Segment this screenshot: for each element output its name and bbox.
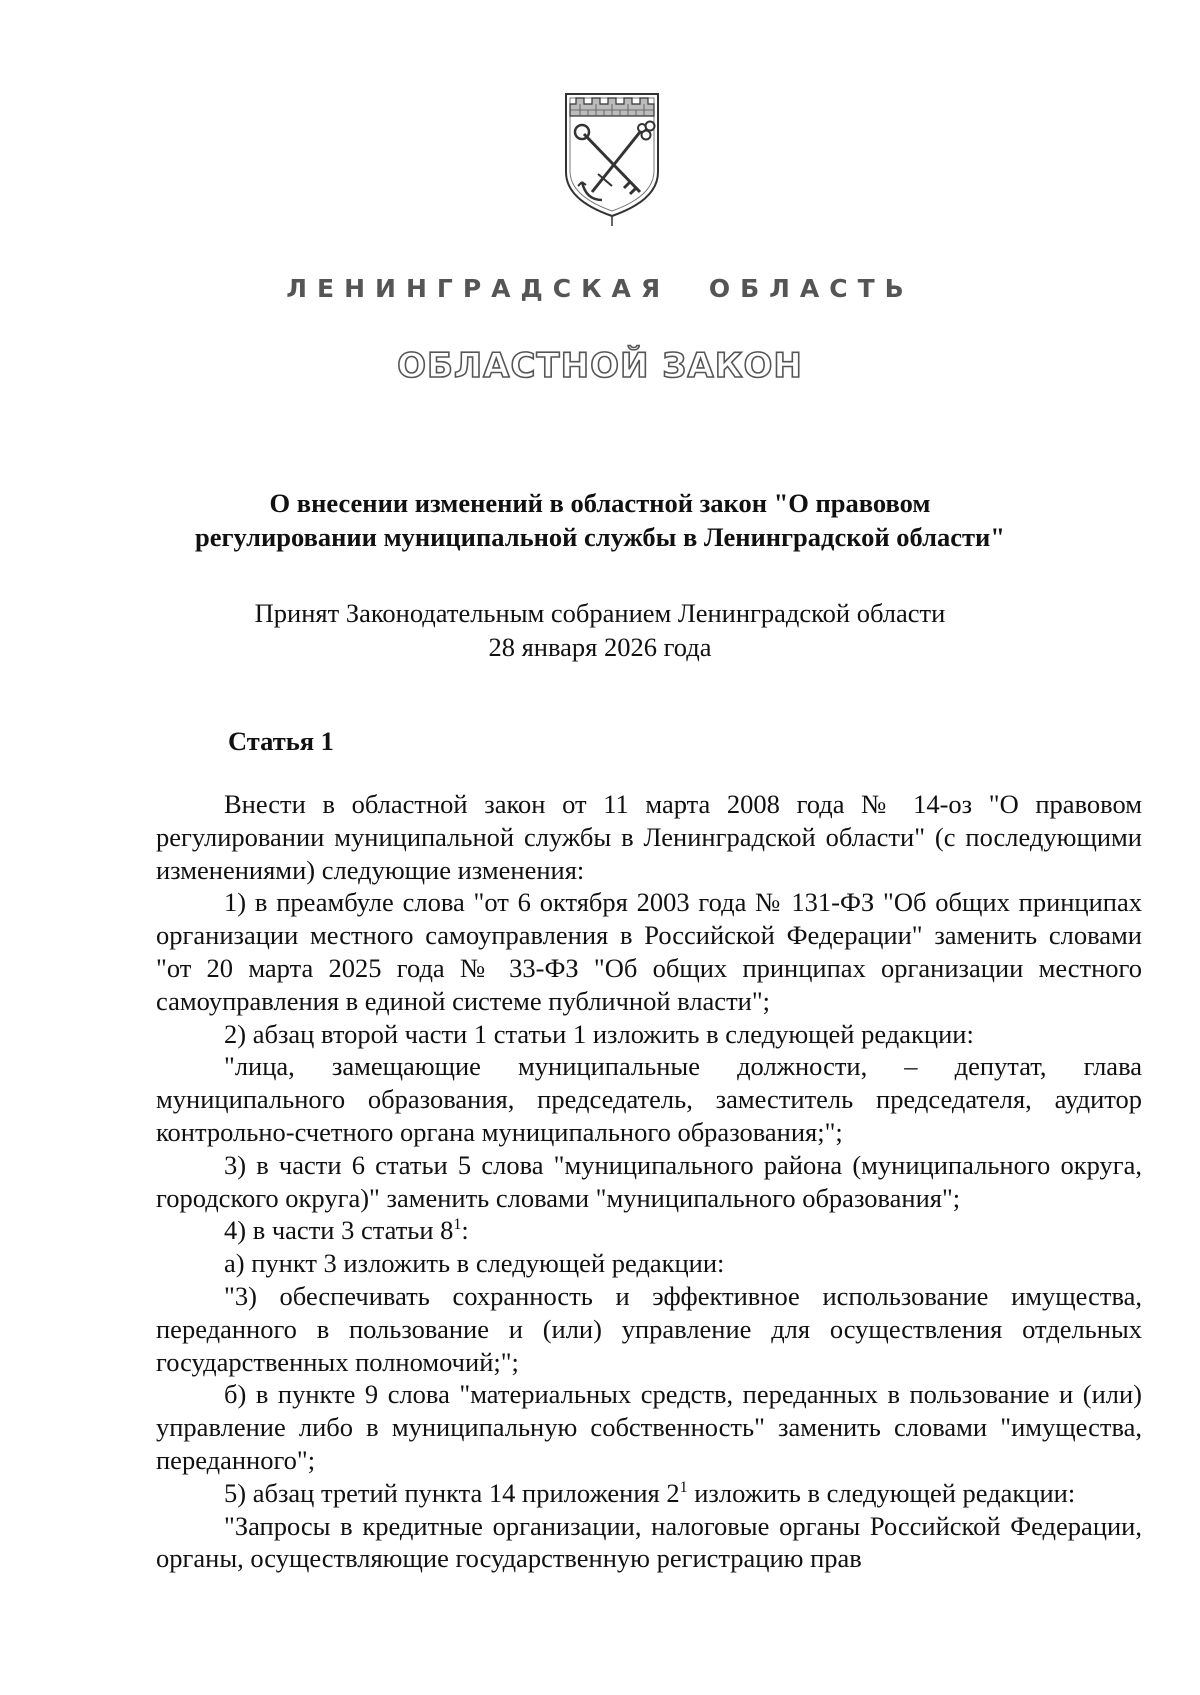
region-name: ЛЕНИНГРАДСКАЯ ОБЛАСТЬ [286,274,914,303]
adoption-date: 28 января 2026 года [488,632,712,662]
article-paragraph: а) пункт 3 изложить в следующей редакции: [224,1248,725,1279]
article-body [156,788,1142,1575]
law-title-line-1: О внесении изменений в областной закон "О правовом [269,488,931,518]
article-paragraph: "3) обеспечивать сохранность и эффективное использование имущества, переданного в пользование и (или) управление для осуществления отдельных государственных полномочий;"; [156,1280,1142,1377]
article-paragraph: 2) абзац второй части 1 статьи 1 изложить в следующей редакции: [224,1018,974,1049]
article-paragraph [156,1214,1142,1247]
superscript: 1 [679,1478,688,1496]
law-title [160,486,1040,554]
law-title-line-2: регулировании муниципальной службы в Ленинградской области" [195,522,1005,552]
paragraph-text: 5) абзац третий пункта 14 приложения 2 [224,1477,680,1508]
paragraph-text: : [461,1215,469,1246]
adoption-info [160,596,1040,664]
paragraph-text: изложить в следующей редакции: [687,1477,1076,1508]
coat-of-arms-icon [560,88,664,228]
article-paragraph: б) в пункте 9 слова "материальных средств, переданных в пользование и (или) управление либо в муниципальную собственность" заменить словами "имущества, переданного"; [156,1379,1142,1475]
article-paragraph: "Запросы в кредитные организации, налоговые органы Российской Федерации, органы, осуществляющие государственную регистрацию прав [156,1510,1142,1574]
article-paragraph: 1) в преамбуле слова "от 6 октября 2003 года № 131-ФЗ "Об общих принципах организации местного самоуправления в Российской Федерации" заменить словами "от 20 марта 2025 года № 33-ФЗ "Об общих принципах организации местного самоуправления в единой системе публичной власти"; [156,887,1142,1016]
paragraph-text: 4) в части 3 статьи 8 [224,1215,454,1246]
article-heading: Статья 1 [228,726,334,756]
adoption-body: Принят Законодательным собранием Ленинградской области [254,598,946,628]
article-paragraph: "лица, замещающие муниципальные должности, – депутат, глава муниципального образования, председатель, заместитель председателя, аудитор контрольно-счетного органа муниципального образования;"; [156,1051,1142,1147]
article-paragraph: 3) в части 6 статьи 5 слова "муниципального района (муниципального округа, городского округа)" заменить словами "муниципального образования"; [156,1149,1142,1213]
superscript: 1 [453,1216,462,1234]
article-paragraph [156,1477,1142,1510]
article-paragraph: Внести в областной закон от 11 марта 2008 года № 14-оз "О правовом регулировании муниципальной службы в Ленинградской области" (с последующими изменениями) следующие изменения: [156,789,1142,885]
law-type-heading: ОБЛАСТНОЙ ЗАКОН [397,346,803,386]
